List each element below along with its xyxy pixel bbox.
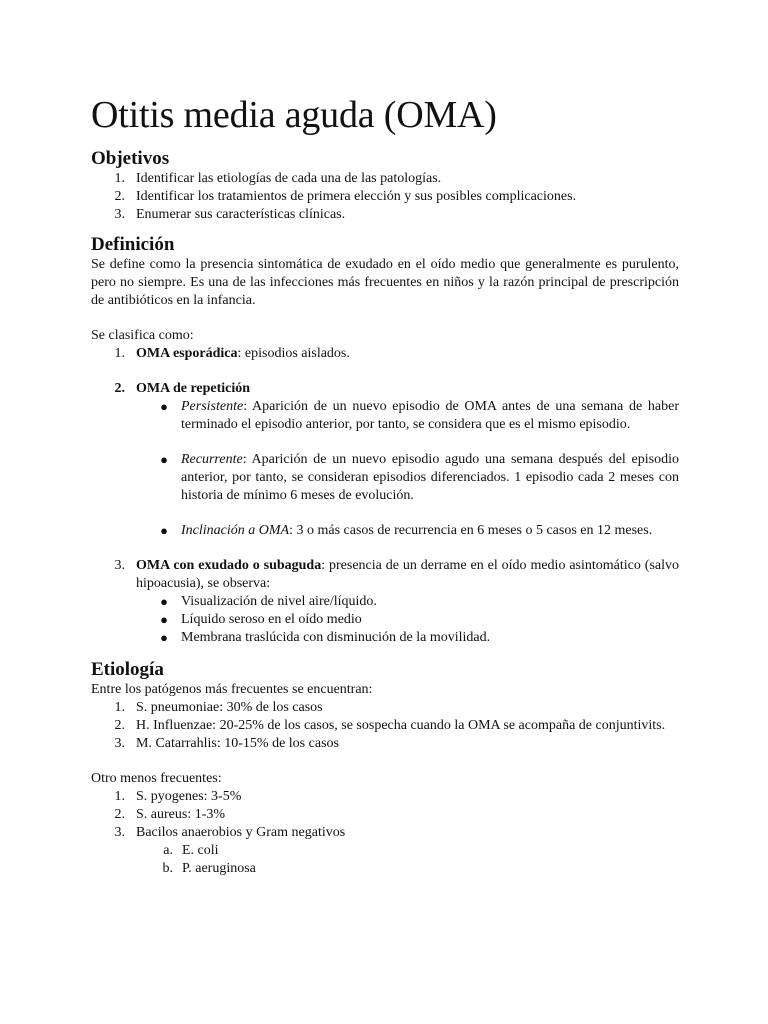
list-number: 1. xyxy=(114,171,125,186)
list-item xyxy=(91,717,679,735)
repeticion-sublist xyxy=(91,398,679,557)
list-item xyxy=(91,398,679,434)
list-item-text: Identificar las etiologías de cada una de las patologías. xyxy=(136,171,442,186)
bullet-icon: ● xyxy=(160,452,168,467)
list-item-text: S. pyogenes: 3-5% xyxy=(136,789,242,804)
list-number: 3. xyxy=(114,736,125,751)
list-number: 1. xyxy=(114,700,125,715)
subaguda-sublist xyxy=(91,593,679,647)
list-number: 3. xyxy=(114,207,125,222)
list-item-text: S. pneumoniae: 30% de los casos xyxy=(136,700,323,715)
list-item xyxy=(91,860,679,878)
list-item-text: Identificar los tratamientos de primera elección y sus posibles complicaciones. xyxy=(136,189,577,204)
list-item-text: P. aeruginosa xyxy=(182,861,256,876)
list-number: 1. xyxy=(114,346,125,361)
list-number: 2. xyxy=(114,718,125,733)
term-bold: OMA de repetición xyxy=(136,381,251,396)
document-body xyxy=(91,92,679,878)
list-number: 2. xyxy=(114,189,125,204)
list-item xyxy=(91,735,679,753)
list-item xyxy=(91,522,679,540)
list-item-text: Membrana traslúcida con disminución de la movilidad. xyxy=(181,630,491,645)
objetivos-list xyxy=(91,170,679,224)
list-letter: a. xyxy=(163,843,173,858)
bullet-icon: ● xyxy=(160,594,168,609)
classification-list xyxy=(91,345,679,398)
list-item-text: E. coli xyxy=(182,843,219,858)
term-description: : presencia de un derrame en el oído medio asintomático (salvo hipoacusia), se observa: xyxy=(136,558,679,591)
bacilos-sublist xyxy=(91,842,679,878)
term-italic: Recurrente xyxy=(181,452,243,467)
list-item xyxy=(91,557,679,593)
classification-intro: Se clasifica como: xyxy=(91,328,194,343)
list-item xyxy=(91,824,679,842)
term-description: : 3 o más casos de recurrencia en 6 meses o 5 casos en 12 meses. xyxy=(289,523,653,538)
list-item xyxy=(91,451,679,505)
term-description: : Aparición de un nuevo episodio de OMA antes de una semana de haber terminado el episodio anterior, por tanto, se considera que es el mismo episodio. xyxy=(181,399,679,432)
term-italic: Persistente xyxy=(181,399,244,414)
list-number: 2. xyxy=(114,807,125,822)
list-item xyxy=(91,380,679,398)
list-item xyxy=(91,842,679,860)
list-item-text: Enumerar sus características clínicas. xyxy=(136,207,346,222)
section-heading-definicion: Definición xyxy=(91,234,175,255)
bullet-icon: ● xyxy=(160,523,168,538)
bullet-icon: ● xyxy=(160,630,168,645)
term-description: : Aparición de un nuevo episodio agudo una semana después del episodio anterior, por tanto, se consideran episodios diferenciados. 1 episodio cada 2 meses con historia de mínimo 6 meses de evolución. xyxy=(181,452,679,503)
list-item-text: Visualización de nivel aire/líquido. xyxy=(181,594,377,609)
list-item-text: S. aureus: 1-3% xyxy=(136,807,226,822)
list-item xyxy=(91,629,679,647)
list-item xyxy=(91,611,679,629)
list-item xyxy=(91,188,679,206)
list-number: 3. xyxy=(114,558,125,573)
section-heading-objetivos: Objetivos xyxy=(91,148,170,169)
list-item-text: M. Catarrahlis: 10-15% de los casos xyxy=(136,736,339,751)
term-bold: OMA con exudado o subaguda xyxy=(136,558,322,573)
list-item xyxy=(91,788,679,806)
list-item xyxy=(91,593,679,611)
list-item-text: Bacilos anaerobios y Gram negativos xyxy=(136,825,346,840)
page-title: Otitis media aguda (OMA) xyxy=(91,94,497,136)
etiologia-intro-secondary: Otro menos frecuentes: xyxy=(91,771,222,786)
list-item xyxy=(91,345,679,363)
list-number: 3. xyxy=(114,825,125,840)
term-bold: OMA esporádica xyxy=(136,346,238,361)
term-description: : episodios aislados. xyxy=(237,346,350,361)
bullet-icon: ● xyxy=(160,612,168,627)
section-heading-etiologia: Etiología xyxy=(91,659,164,680)
list-item xyxy=(91,170,679,188)
list-item xyxy=(91,699,679,717)
list-letter: b. xyxy=(162,861,173,876)
etiologia-list xyxy=(91,699,679,753)
term-italic: Inclinación a OMA xyxy=(181,523,290,538)
list-number: 2. xyxy=(114,381,125,396)
bullet-icon: ● xyxy=(160,399,168,414)
definition-paragraph: Se define como la presencia sintomática de exudado en el oído medio que generalmente es purulento, pero no siempre. Es una de las infecciones más frecuentes en niños y la razón principal de prescripción de antibióticos en la infancia. xyxy=(91,257,679,308)
etiologia-intro: Entre los patógenos más frecuentes se encuentran: xyxy=(91,682,373,697)
list-item xyxy=(91,206,679,224)
classification-list-cont xyxy=(91,557,679,593)
list-item-text: H. Influenzae: 20-25% de los casos, se sospecha cuando la OMA se acompaña de conjuntivits. xyxy=(136,718,666,733)
list-item-text: Líquido seroso en el oído medio xyxy=(181,612,362,627)
list-item xyxy=(91,806,679,824)
etiologia-secondary-list xyxy=(91,788,679,842)
list-number: 1. xyxy=(114,789,125,804)
